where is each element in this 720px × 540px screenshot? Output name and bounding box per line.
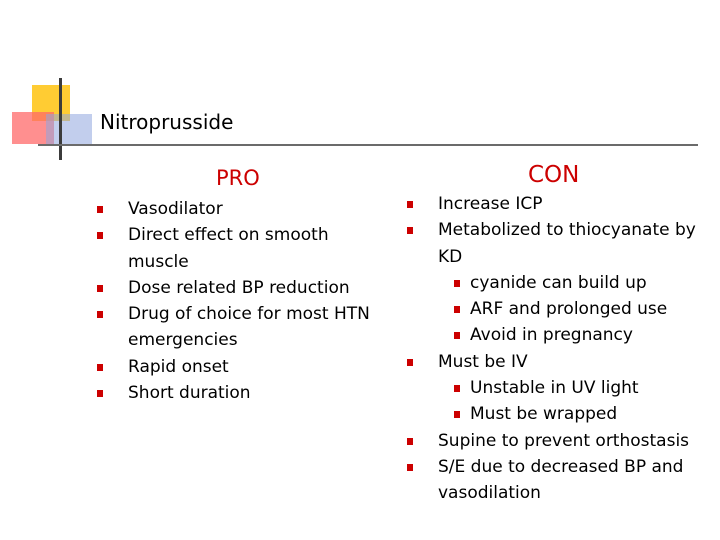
con-item-text: Increase ICP [438,194,543,214]
con-list-item [438,191,710,217]
con-subitem [470,401,710,427]
con-column-heading: CON [528,162,580,188]
con-list-item [438,428,710,454]
pro-item-text: Rapid onset [128,356,229,377]
con-subitem-text: cyanide can build up [470,272,647,293]
pro-list-item [128,354,388,380]
square-bullet-icon [97,390,103,397]
pro-item-text: Short duration [128,383,251,404]
pro-item-text: Vasodilator [128,199,223,219]
pro-item-text: Drug of choice for most HTN emergencies [128,304,370,351]
title-ornament-vertical-line [59,78,62,160]
con-subitem [470,375,710,401]
pro-list [128,196,388,406]
square-bullet-icon [407,438,413,445]
title-underline-rule [38,144,698,146]
con-list-item [438,454,710,507]
square-bullet-icon [97,364,103,371]
square-bullet-icon [407,464,413,471]
slide-title: Nitroprusside [100,110,234,134]
square-bullet-icon [97,285,103,292]
pro-list-item [128,380,388,406]
square-bullet-icon [454,332,460,339]
con-list-item [438,217,710,348]
con-list [438,191,710,507]
pro-list-item [128,275,388,301]
pro-list-item [128,222,388,275]
square-bullet-icon [454,411,460,418]
pro-list-item [128,301,388,354]
square-bullet-icon [454,280,460,287]
con-item-text: Metabolized to thiocyanate by KD [438,220,696,267]
con-subitem [470,296,710,322]
square-bullet-icon [407,359,413,366]
con-item-text: Supine to prevent orthostasis [438,430,690,451]
square-bullet-icon [454,385,460,392]
pro-item-text: Dose related BP reduction [128,277,350,298]
pro-column-heading: PRO [216,166,260,190]
square-bullet-icon [454,306,460,313]
con-item-text: S/E due to decreased BP and vasodilation [438,456,684,504]
con-subitem [470,322,710,348]
con-subitem-text: Unstable in UV light [470,378,639,399]
con-item-text: Must be IV [438,351,528,372]
con-subitem-text: ARF and prolonged use [470,299,668,320]
con-subitem-text: Avoid in pregnancy [470,325,633,346]
con-subitem [470,270,710,296]
con-sublist [438,375,710,428]
con-sublist [438,270,710,349]
con-subitem-text: Must be wrapped [470,404,618,425]
square-bullet-icon [97,232,103,239]
pro-list-item [128,196,388,222]
square-bullet-icon [97,311,103,318]
square-bullet-icon [97,206,103,213]
square-bullet-icon [407,201,413,208]
con-list-item [438,349,710,428]
pro-item-text: Direct effect on smooth muscle [128,225,329,272]
square-bullet-icon [407,227,413,234]
title-ornament-blue-square [46,114,92,146]
